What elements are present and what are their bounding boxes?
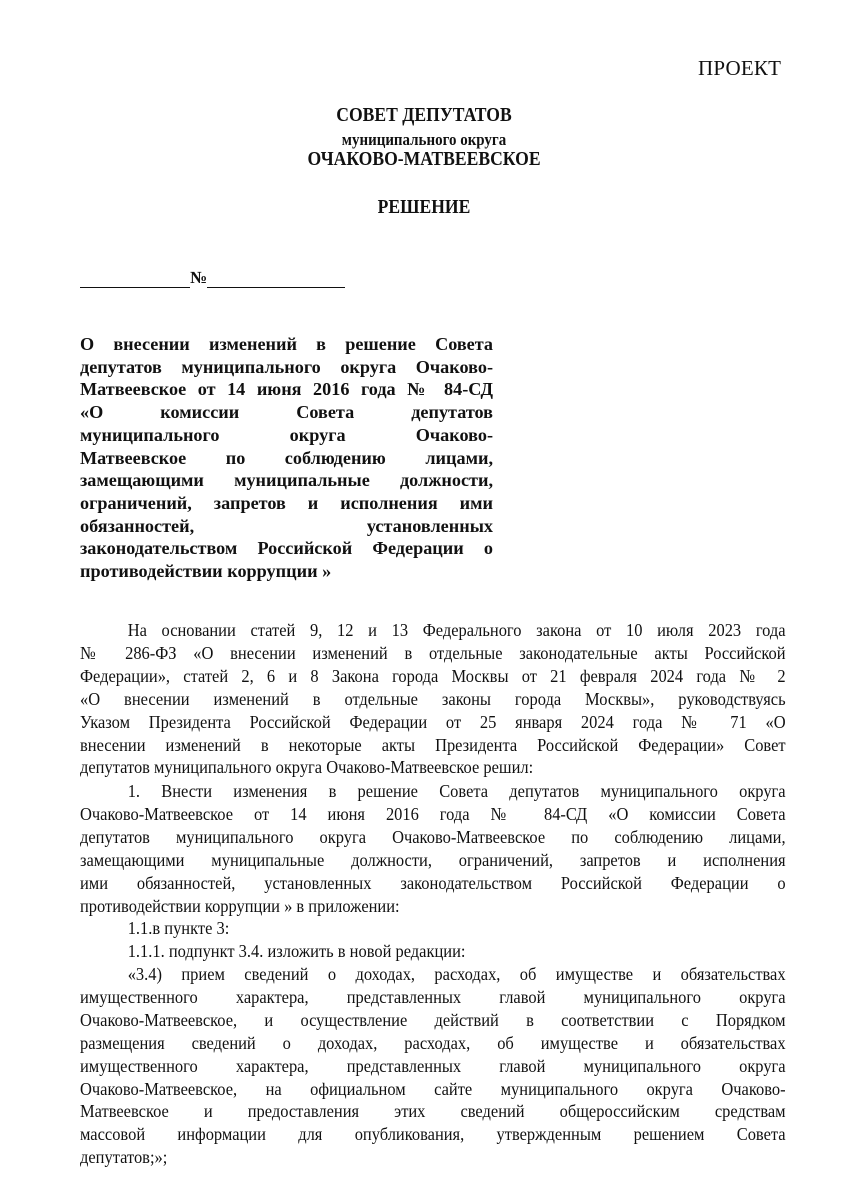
item-1-paragraph (80, 780, 786, 963)
item-1-line: ими обязанностей, установленных законодательством Российской Федерации о (80, 872, 786, 893)
title-line: депутатов муниципального округа Очаково- (80, 356, 493, 377)
title-line: обязанностей, установленных (80, 515, 493, 536)
item-1-1: 1.1.в пункте 3: (127, 918, 230, 939)
quote-line: размещения сведений о доходах, расходах, об имуществе и обязательствах (80, 1032, 786, 1053)
quote-line: Очаково-Матвеевское, и осуществление действий в соответствии с Порядком (80, 1009, 786, 1030)
quoted-subitem-3-4 (80, 963, 786, 1169)
quote-line: имущественного характера, представленных главой муниципального округа (80, 986, 786, 1007)
preamble-line: «О внесении изменений в отдельные законы города Москвы», руководствуясь (80, 688, 786, 709)
quote-line: имущественного характера, представленных главой муниципального округа (80, 1055, 786, 1076)
document-type: РЕШЕНИЕ (377, 196, 471, 218)
item-1-line: 1. Внести изменения в решение Совета депутатов муниципального округа (127, 781, 786, 801)
title-line: ограничений, запретов и исполнения ими (80, 492, 493, 513)
date-blank (80, 269, 190, 288)
title-line: «О комиссии Совета депутатов (80, 402, 493, 423)
item-1-line: Очаково-Матвеевское от 14 июня 2016 года № 84-СД «О комиссии Совета (80, 803, 786, 824)
item-1-line: противодействии коррупции » в приложении: (80, 895, 400, 916)
date-number-line (80, 268, 345, 288)
preamble-line: депутатов муниципального округа Очаково-Матвеевское решил: (80, 757, 534, 778)
municipality-label: муниципального округа (341, 130, 507, 149)
title-line: противодействии коррупции » (80, 561, 332, 582)
preamble-paragraph (80, 619, 786, 779)
preamble-line: № 286-ФЗ «О внесении изменений в отдельные законодательные акты Российской (80, 642, 786, 663)
title-line: О внесении изменений в решение Совета (80, 334, 493, 354)
preamble-line: внесении изменений в некоторые акты Президента Российской Федерации» Совет (80, 734, 786, 755)
quote-line: массовой информации для опубликования, утвержденным решением Совета (80, 1124, 786, 1145)
council-heading: СОВЕТ ДЕПУТАТОВ (336, 104, 512, 126)
number-sign: № (190, 268, 208, 287)
title-line: Матвеевское от 14 июня 2016 года № 84-СД (80, 379, 493, 400)
quote-line: «3.4) прием сведений о доходах, расходах, об имуществе и обязательствах (127, 964, 786, 984)
preamble-line: Федерации», статей 2, 6 и 8 Закона города Москвы от 21 февраля 2024 года № 2 (80, 665, 786, 686)
item-1-1-1: 1.1.1. подпункт 3.4. изложить в новой редакции: (127, 941, 466, 962)
title-line: муниципального округа Очаково- (80, 424, 493, 445)
municipality-name: ОЧАКОВО-МАТВЕЕВСКОЕ (307, 148, 541, 170)
quote-line: Очаково-Матвеевское, на официальном сайте муниципального округа Очаково- (80, 1078, 786, 1099)
quote-line: депутатов;»; (80, 1147, 168, 1168)
quote-line: Матвеевское и предоставления этих сведений общероссийским средствам (80, 1101, 786, 1122)
item-1-line: замещающими муниципальные должности, ограничений, запретов и исполнения (80, 849, 786, 870)
preamble-line: Указом Президента Российской Федерации от 25 января 2024 года № 71 «О (80, 711, 786, 732)
title-line: замещающими муниципальные должности, (80, 470, 493, 491)
item-1-line: депутатов муниципального округа Очаково-Матвеевское по соблюдению лицами, (80, 826, 786, 847)
title-line: законодательством Российской Федерации о (80, 538, 493, 559)
decision-title (80, 333, 493, 583)
number-blank (207, 269, 345, 288)
draft-stamp: ПРОЕКТ (698, 56, 782, 80)
preamble-line: На основании статей 9, 12 и 13 Федерального закона от 10 июля 2023 года (127, 620, 786, 640)
title-line: Матвеевское по соблюдению лицами, (80, 447, 493, 468)
